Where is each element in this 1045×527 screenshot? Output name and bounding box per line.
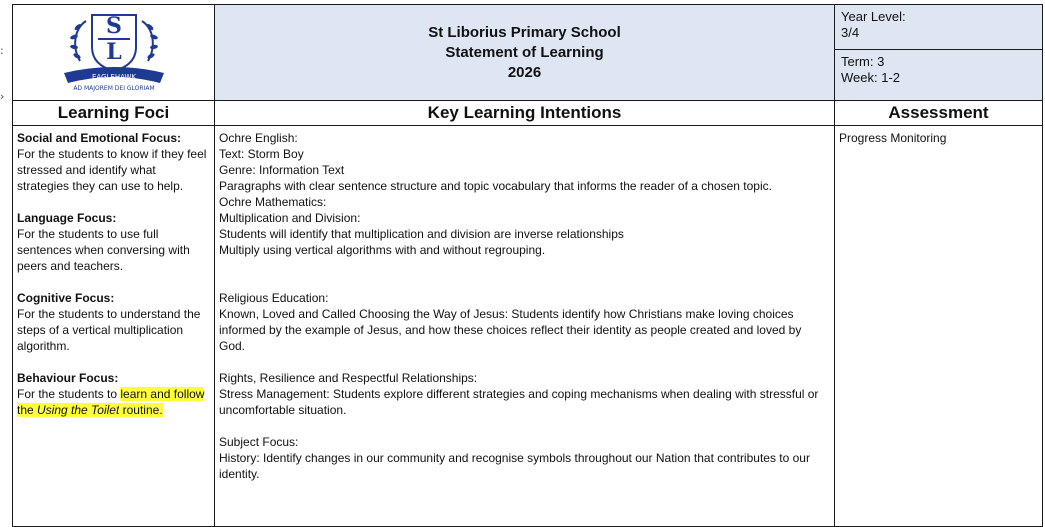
school-crest-logo	[34, 7, 194, 93]
header-assessment: Assessment	[835, 101, 1043, 126]
key-learning-intentions-cell	[215, 126, 835, 527]
statement-table	[12, 4, 1043, 527]
language-focus-title: Language Focus:	[17, 211, 117, 225]
maths-title: Ochre Mathematics:	[219, 195, 327, 209]
header-learning-foci: Learning Foci	[13, 101, 215, 126]
religious-education-text: Known, Loved and Called Choosing the Way of Jesus: Students identify how Christians make loving choices informed by the example of Jesus, and how these choices reflect their identity as people created and loved by God.	[219, 307, 802, 353]
year-level-value: 3/4	[841, 25, 860, 40]
svg-text:L: L	[105, 39, 122, 65]
header-key-learning-intentions: Key Learning Intentions	[215, 101, 835, 126]
week-label: Week: 1-2	[841, 70, 901, 85]
maths-topic: Multiplication and Division:	[219, 211, 361, 225]
highlighted-italic-text: Using the Toilet	[37, 403, 120, 417]
highlighted-text: routine	[119, 403, 160, 417]
english-text-line: Text: Storm Boy	[219, 147, 304, 161]
title-cell	[215, 5, 835, 101]
language-focus-text: For the students to use full sentences when conversing with peers and teachers.	[17, 227, 190, 273]
learning-foci-cell	[13, 126, 215, 527]
social-focus-title: Social and Emotional Focus:	[17, 131, 182, 145]
highlighted-period: .	[159, 403, 163, 417]
year-level-label: Year Level:	[841, 9, 906, 24]
school-logo-cell	[13, 5, 215, 101]
maths-line-1: Students will identify that multiplication and division are inverse relationships	[219, 227, 624, 241]
english-title: Ochre English:	[219, 131, 298, 145]
maths-line-2: Multiply using vertical algorithms with and without regrouping.	[219, 243, 546, 257]
document-title: Statement of Learning	[445, 43, 604, 61]
social-focus-text: For the students to know if they feel stressed and identify what strategies they can use to help.	[17, 147, 207, 193]
english-paragraph-line: Paragraphs with clear sentence structure and topic vocabulary that informs the reader of a chosen topic.	[219, 179, 772, 193]
year-level-cell	[835, 5, 1043, 50]
subject-focus-text: History: Identify changes in our community and recognise symbols throughout our Nation that contributes to our identity.	[219, 451, 810, 481]
term-week-cell	[835, 50, 1043, 101]
language-focus	[17, 210, 210, 274]
behaviour-focus-title: Behaviour Focus:	[17, 371, 119, 385]
spacer	[219, 418, 830, 434]
logo-motto: AD MAJOREM DEI GLORIAM	[72, 85, 155, 92]
cognitive-focus-text: For the students to understand the steps of a vertical multiplication algorithm.	[17, 307, 201, 353]
document-year: 2026	[507, 63, 542, 81]
subject-focus-title: Subject Focus:	[219, 435, 299, 449]
rrrr-title: Rights, Resilience and Respectful Relationships:	[219, 371, 478, 385]
school-name: St Liborius Primary School	[428, 23, 621, 41]
svg-text:S: S	[105, 13, 122, 39]
term-label: Term: 3	[841, 54, 885, 69]
behaviour-focus	[17, 370, 210, 418]
logo-banner-text: EAGLEHAWK	[91, 73, 136, 81]
highlighted-text: learn and follow the	[17, 387, 205, 417]
religious-education-title: Religious Education:	[219, 291, 329, 305]
rrrr-text: Stress Management: Students explore different strategies and coping mechanisms when dealing with stressful or uncomfortable situation.	[219, 387, 819, 417]
behaviour-focus-text: For the students to	[17, 387, 121, 401]
assessment-cell	[835, 126, 1043, 527]
english-genre-line: Genre: Information Text	[219, 163, 345, 177]
social-emotional-focus	[17, 130, 210, 194]
cognitive-focus	[17, 290, 210, 354]
spacer	[219, 258, 830, 290]
cognitive-focus-title: Cognitive Focus:	[17, 291, 115, 305]
margin-mark: :	[0, 44, 4, 57]
margin-mark: ›	[0, 90, 5, 103]
assessment-text: Progress Monitoring	[839, 131, 947, 145]
spacer	[219, 354, 830, 370]
